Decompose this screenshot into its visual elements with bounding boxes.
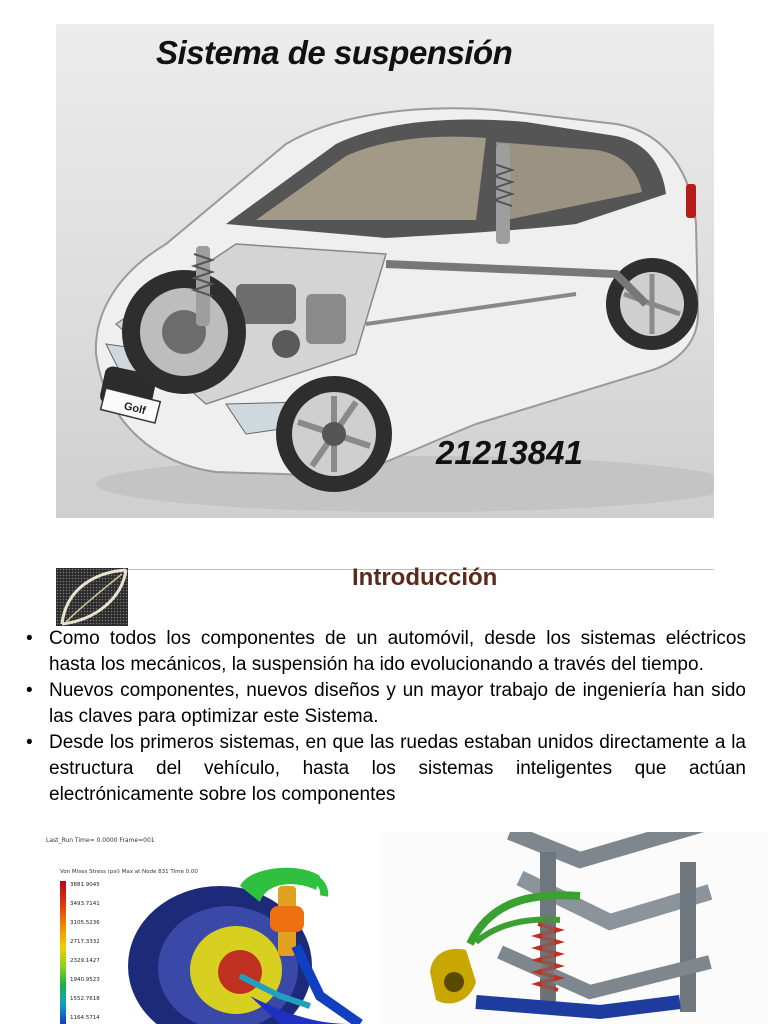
- intro-bullet-list: [22, 626, 746, 808]
- legend-value: 1164.5714: [70, 1015, 100, 1021]
- cad-suspension-image: [380, 832, 768, 1024]
- legend-value: 2717.3332: [70, 939, 100, 945]
- bullet-item: • Como todos los componentes de un automóvil, desde los sistemas eléctricos hasta los mecánicos, la suspensión ha ido evolucionando a través del tiempo.: [22, 626, 746, 678]
- leaf-logo-icon: [56, 568, 128, 626]
- legend-value: 3881.9045: [70, 882, 100, 888]
- cad-suspension-model: [380, 832, 768, 1024]
- car-cutaway-illustration: [56, 24, 714, 518]
- legend-value: 2329.1427: [70, 958, 100, 964]
- intro-title: Introducción: [352, 564, 498, 591]
- fea-stress-image: [40, 836, 372, 1024]
- stress-color-scale: [60, 881, 66, 1024]
- fea-legend-title: Von Mises Stress (psi) Max at Node 831 Time 0.00: [60, 869, 198, 875]
- legend-value: 3493.7141: [70, 901, 100, 907]
- title-slide: [56, 24, 714, 518]
- student-code: 21213841: [436, 434, 583, 471]
- fea-run-caption: Last_Run Time= 0.0000 Frame=001: [46, 837, 155, 844]
- legend-value: 3105.5236: [70, 920, 100, 926]
- license-badge: Golf: [122, 400, 147, 418]
- bullet-item: • Nuevos componentes, nuevos diseños y un mayor trabajo de ingeniería han sido las claves para optimizar este Sistema.: [22, 678, 746, 730]
- legend-value: 1552.7618: [70, 996, 100, 1002]
- fea-suspension-model: [120, 846, 372, 1024]
- legend-value: 1940.9523: [70, 977, 100, 983]
- slide-title: Sistema de suspensión: [156, 34, 513, 71]
- bullet-item: • Desde los primeros sistemas, en que las ruedas estaban unidos directamente a la estructura del vehículo, hasta los sistemas inteligentes que actúan electrónicamente sobre los componentes: [22, 730, 746, 808]
